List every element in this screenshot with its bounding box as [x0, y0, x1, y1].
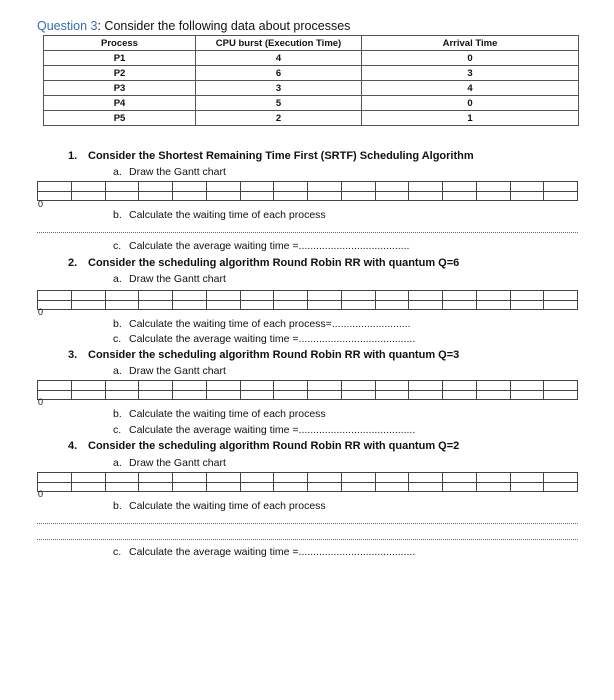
table-row — [44, 51, 579, 66]
sub-text: Calculate the waiting time of each process — [129, 408, 326, 420]
item-2-b — [113, 318, 411, 330]
sub-text: Draw the Gantt chart — [129, 166, 226, 178]
cell: P5 — [44, 111, 196, 126]
sub-letter: a. — [113, 457, 122, 469]
item-1-b — [113, 209, 326, 221]
item-2-c — [113, 333, 415, 345]
question-text: : Consider the following data about processes — [97, 19, 351, 33]
gantt-chart-3[interactable] — [37, 380, 578, 400]
gantt-start-label: 0 — [38, 307, 44, 317]
sub-text: Calculate the average waiting time =........................................ — [129, 333, 416, 345]
cell: 4 — [362, 81, 579, 96]
cell: 0 — [362, 96, 579, 111]
sub-text: Calculate the average waiting time =...................................... — [129, 240, 410, 252]
sub-text: Draw the Gantt chart — [129, 457, 226, 469]
item-3-b — [113, 408, 326, 420]
cell: 2 — [196, 111, 362, 126]
gantt-start-label: 0 — [38, 489, 44, 499]
item-number: 4. — [68, 440, 78, 452]
cell: 3 — [196, 81, 362, 96]
sub-text: Calculate the waiting time of each process — [129, 209, 326, 221]
answer-line[interactable] — [37, 523, 578, 524]
cell: 4 — [196, 51, 362, 66]
table-row — [44, 81, 579, 96]
item-4-title — [68, 440, 459, 452]
header-cpu-burst: CPU burst (Execution Time) — [196, 36, 362, 51]
item-text: Consider the scheduling algorithm Round Robin RR with quantum Q=6 — [88, 257, 460, 269]
table-row — [44, 96, 579, 111]
sub-letter: a. — [113, 365, 122, 377]
sub-letter: b. — [113, 408, 122, 420]
sub-text: Calculate the average waiting time =........................................ — [129, 424, 416, 436]
sub-text: Draw the Gantt chart — [129, 365, 226, 377]
sub-letter: c. — [113, 333, 122, 345]
cell: P4 — [44, 96, 196, 111]
item-text: Consider the scheduling algorithm Round Robin RR with quantum Q=2 — [88, 440, 460, 452]
sub-letter: b. — [113, 500, 122, 512]
table-row — [44, 111, 579, 126]
gantt-start-label: 0 — [38, 397, 44, 407]
cell: P1 — [44, 51, 196, 66]
sub-text: Calculate the waiting time of each process=........................... — [129, 318, 411, 330]
cell: 1 — [362, 111, 579, 126]
item-text: Consider the scheduling algorithm Round Robin RR with quantum Q=3 — [88, 349, 460, 361]
gantt-chart-1[interactable] — [37, 181, 578, 201]
question-label: Question 3 — [37, 19, 98, 33]
item-4-c — [113, 546, 415, 558]
header-process: Process — [44, 36, 196, 51]
item-number: 2. — [68, 257, 78, 269]
sub-letter: b. — [113, 209, 122, 221]
item-4-b — [113, 500, 326, 512]
cell: P2 — [44, 66, 196, 81]
item-1-c — [113, 240, 409, 252]
item-2-title — [68, 257, 459, 269]
item-4-a — [113, 457, 226, 469]
item-1-a — [113, 166, 226, 178]
item-3-a — [113, 365, 226, 377]
table-row — [44, 66, 579, 81]
cell: 0 — [362, 51, 579, 66]
sub-letter: a. — [113, 166, 122, 178]
item-number: 1. — [68, 150, 78, 162]
sub-letter: b. — [113, 318, 122, 330]
item-3-title — [68, 349, 459, 361]
sub-letter: c. — [113, 424, 122, 436]
sub-text: Calculate the waiting time of each process — [129, 500, 326, 512]
cell: 6 — [196, 66, 362, 81]
gantt-chart-2[interactable] — [37, 290, 578, 310]
item-text: Consider the Shortest Remaining Time First (SRTF) Scheduling Algorithm — [88, 150, 474, 162]
table-header-row — [44, 36, 579, 51]
item-3-c — [113, 424, 415, 436]
sub-letter: c. — [113, 546, 122, 558]
cell: P3 — [44, 81, 196, 96]
header-arrival: Arrival Time — [362, 36, 579, 51]
gantt-start-label: 0 — [38, 199, 44, 209]
sub-letter: a. — [113, 273, 122, 285]
item-number: 3. — [68, 349, 78, 361]
item-2-a — [113, 273, 226, 285]
question-title — [37, 19, 350, 33]
item-1-title — [68, 150, 474, 162]
sub-text: Draw the Gantt chart — [129, 273, 226, 285]
cell: 5 — [196, 96, 362, 111]
sub-letter: c. — [113, 240, 122, 252]
answer-line[interactable] — [37, 539, 578, 540]
gantt-chart-4[interactable] — [37, 472, 578, 492]
cell: 3 — [362, 66, 579, 81]
sub-text: Calculate the average waiting time =........................................ — [129, 546, 416, 558]
answer-line[interactable] — [37, 232, 578, 233]
process-table — [43, 35, 579, 126]
